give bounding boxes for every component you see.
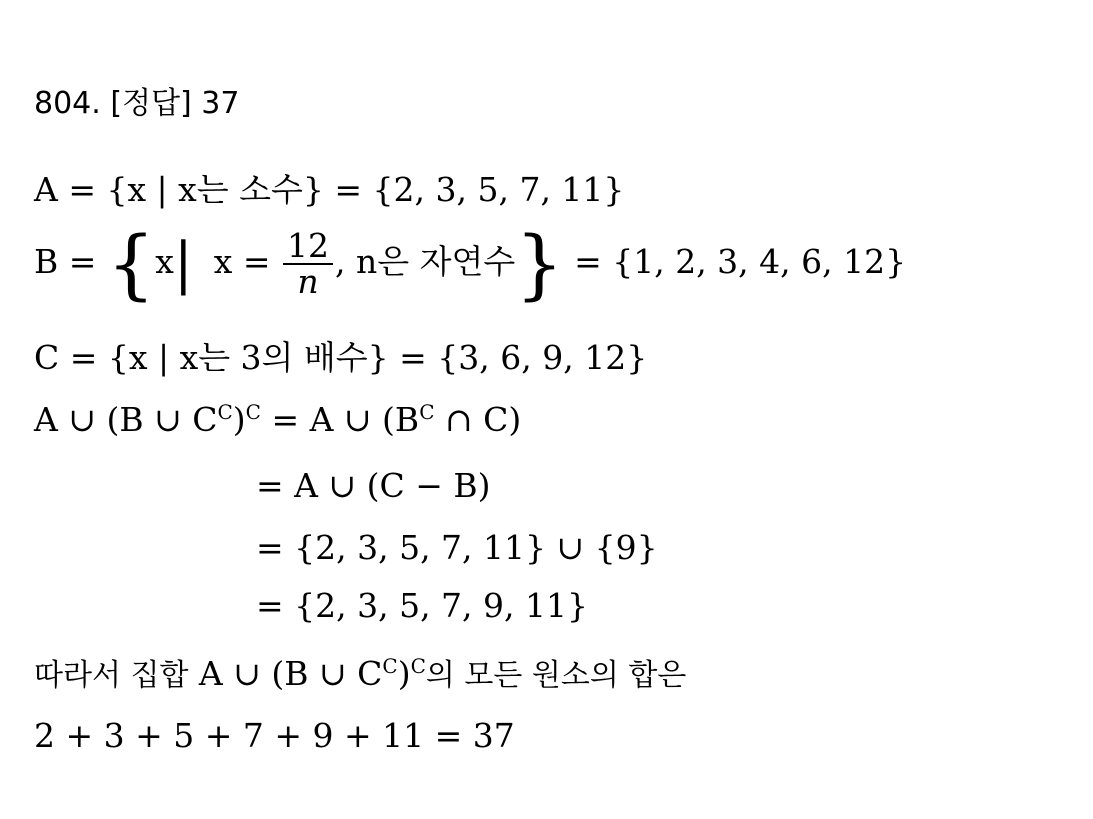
line-3-text: C = {x | x는 3의 배수} = {3, 6, 9, 12} — [34, 338, 648, 377]
header-text: 804. [정답] 37 — [34, 86, 240, 121]
conclusion-prefix: 따라서 집합 — [34, 658, 189, 693]
line-9-text: 2 + 3 + 5 + 7 + 9 + 11 = 37 — [34, 716, 515, 755]
line-2-var: x — [155, 242, 174, 281]
line-2-condition: , n은 자연수 — [334, 242, 516, 281]
line-4-a: A ∪ (B ∪ C — [34, 400, 218, 439]
expression-step-3 — [256, 528, 658, 567]
conclusion-line — [34, 650, 686, 694]
conclusion-sup-2: C — [410, 654, 426, 678]
superscript-c-2: C — [245, 400, 261, 424]
final-sum — [34, 716, 515, 755]
line-7-text: = {2, 3, 5, 7, 9, 11} — [256, 586, 588, 625]
line-6-text: = {2, 3, 5, 7, 11} ∪ {9} — [256, 528, 658, 567]
problem-header — [34, 78, 239, 122]
line-2-result: = {1, 2, 3, 4, 6, 12} — [563, 242, 907, 281]
superscript-c-1: C — [217, 400, 233, 424]
conclusion-math-2: ) — [397, 654, 411, 693]
line-2-pre: B = — [34, 242, 107, 281]
separator-bar: | — [173, 231, 193, 296]
expression-step-2 — [256, 466, 490, 505]
conclusion-math: A ∪ (B ∪ C — [188, 654, 383, 693]
close-brace: } — [515, 219, 564, 308]
fraction-12-over-n — [283, 226, 333, 301]
set-a-definition — [34, 164, 624, 211]
line-4-b: ) — [232, 400, 246, 439]
conclusion-sup-1: C — [382, 654, 398, 678]
expression-step-4 — [256, 586, 588, 625]
fraction-denominator: n — [297, 262, 319, 301]
line-2-eq: x = — [213, 242, 281, 281]
superscript-c-3: C — [419, 400, 435, 424]
expression-start — [34, 400, 521, 439]
open-brace: { — [106, 219, 156, 308]
fraction-numerator: 12 — [283, 229, 333, 265]
line-4-d: ∩ C) — [434, 400, 522, 439]
line-4-c: = A ∪ (B — [260, 400, 420, 439]
conclusion-suffix: 의 모든 원소의 합은 — [425, 658, 687, 693]
set-c-definition — [34, 332, 647, 379]
line-5-text: = A ∪ (C − B) — [256, 466, 491, 505]
line-1-text: A = {x | x는 소수} = {2, 3, 5, 7, 11} — [34, 170, 625, 209]
set-b-definition — [34, 219, 907, 308]
